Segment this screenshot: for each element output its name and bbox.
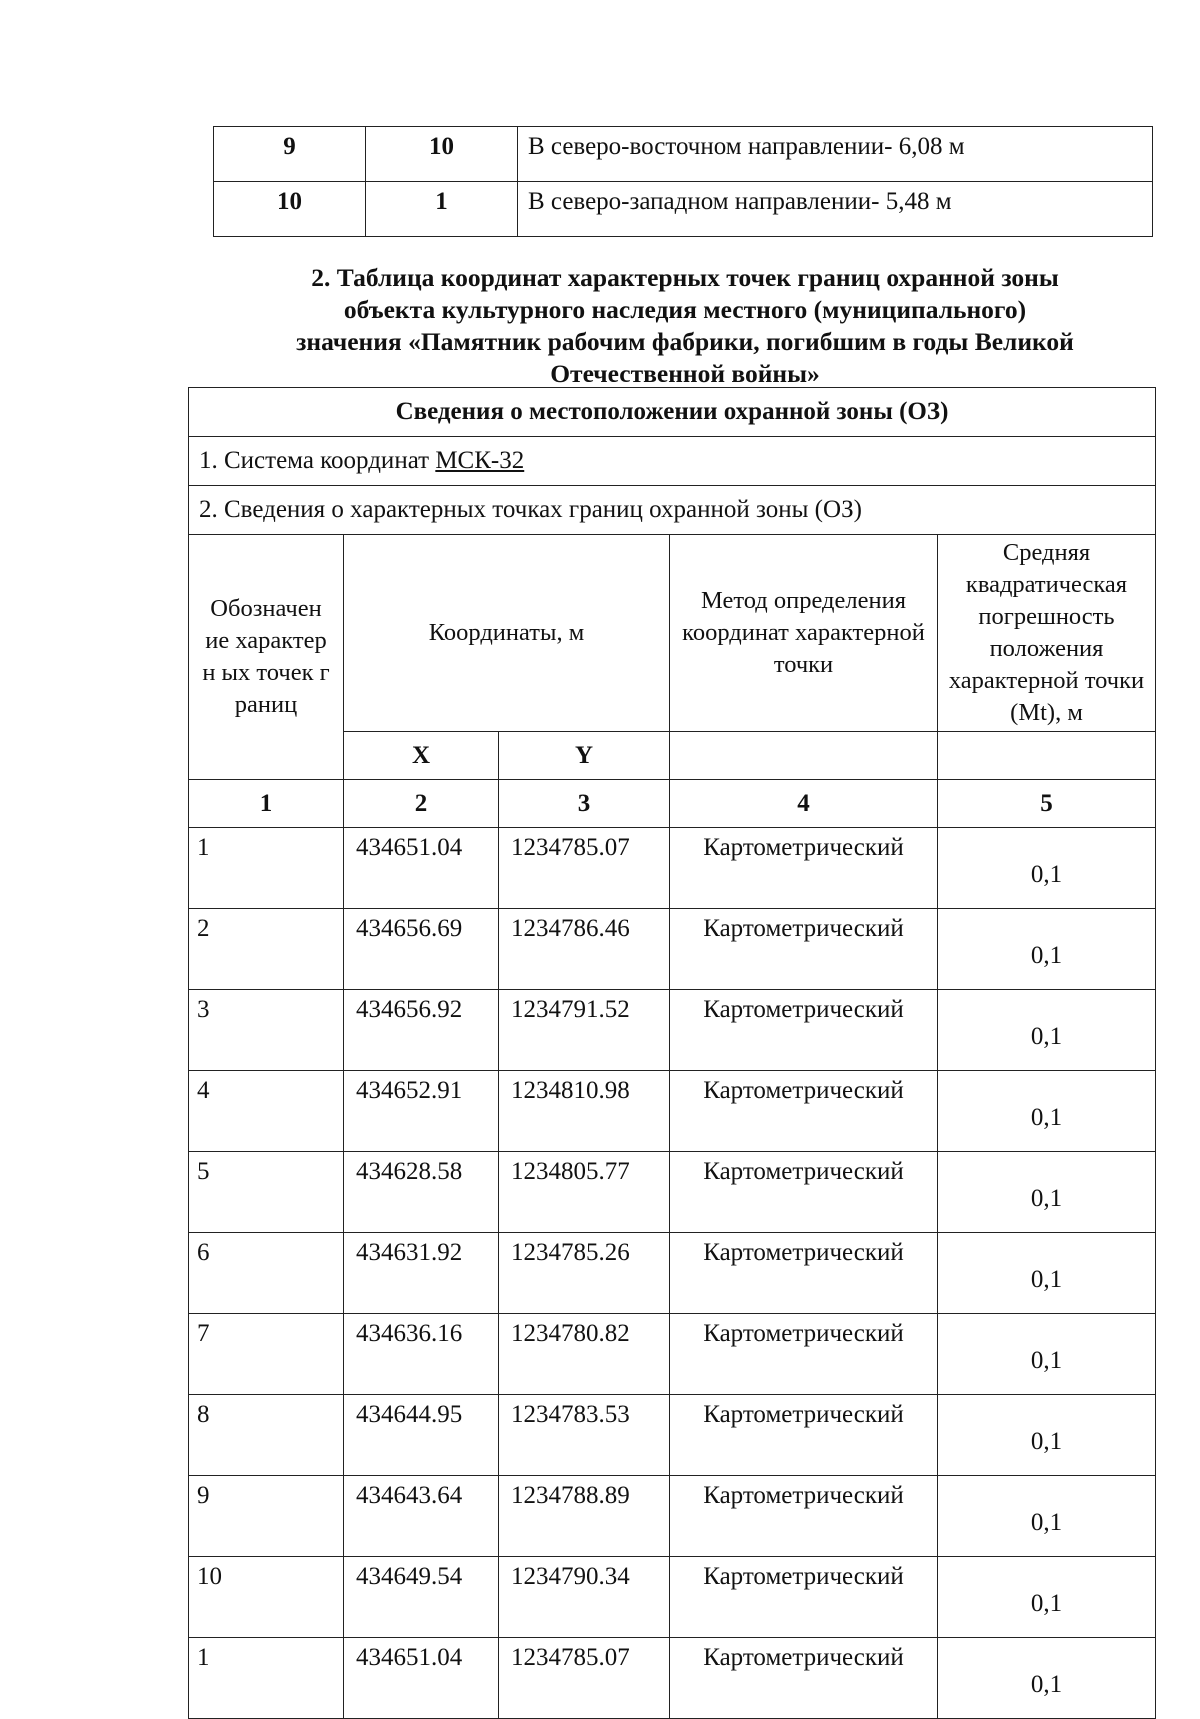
section-title: Сведения о местоположении охранной зоны (ОЗ) — [189, 388, 1156, 437]
points-info-row: 2. Сведения о характерных точках границ охранной зоны (ОЗ) — [189, 486, 1156, 535]
heading-line: Отечественной войны» — [550, 359, 820, 388]
table-row — [189, 1557, 1156, 1638]
column-number: 3 — [499, 780, 670, 828]
coordinate-y: 1234791.52 — [499, 990, 670, 1071]
method-cell: Картометрический — [670, 1557, 938, 1638]
header-y: Y — [499, 732, 670, 780]
coordinate-y: 1234780.82 — [499, 1314, 670, 1395]
point-number: 7 — [189, 1314, 344, 1395]
error-cell: 0,1 — [938, 1071, 1156, 1152]
coordinate-x: 434651.04 — [344, 1638, 499, 1719]
method-cell: Картометрический — [670, 1638, 938, 1719]
boundary-directions-body — [214, 127, 1153, 237]
header-error: Средняя квадратическая погрешность положения характерной точки (Mt), м — [938, 535, 1156, 732]
table-row — [189, 1395, 1156, 1476]
boundary-directions-table — [213, 126, 1153, 237]
table-row — [189, 1233, 1156, 1314]
coordinate-x: 434644.95 — [344, 1395, 499, 1476]
error-cell: 0,1 — [938, 990, 1156, 1071]
coordinate-x: 434656.92 — [344, 990, 499, 1071]
coordinate-x: 434628.58 — [344, 1152, 499, 1233]
point-number: 8 — [189, 1395, 344, 1476]
error-cell: 0,1 — [938, 1152, 1156, 1233]
header-coordinates: Координаты, м — [344, 535, 670, 732]
method-cell: Картометрический — [670, 990, 938, 1071]
error-cell: 0,1 — [938, 1233, 1156, 1314]
coordinate-x: 434652.91 — [344, 1071, 499, 1152]
coordinate-y: 1234785.07 — [499, 1638, 670, 1719]
header-empty-error — [938, 732, 1156, 780]
method-cell: Картометрический — [670, 1233, 938, 1314]
point-number: 3 — [189, 990, 344, 1071]
coordinate-y: 1234810.98 — [499, 1071, 670, 1152]
point-number: 6 — [189, 1233, 344, 1314]
table-row — [189, 990, 1156, 1071]
coordinate-x: 434656.69 — [344, 909, 499, 990]
header-designation-text: Обозначен ие характерн ых точек границ — [202, 595, 330, 718]
point-number: 4 — [189, 1071, 344, 1152]
coordinate-system-value: МСК-32 — [435, 447, 525, 474]
table-row — [189, 1638, 1156, 1719]
from-point: 10 — [214, 182, 366, 237]
method-cell: Картометрический — [670, 1476, 938, 1557]
header-x: X — [344, 732, 499, 780]
table-row — [189, 1476, 1156, 1557]
coordinate-system-label: 1. Система координат — [199, 447, 436, 474]
error-cell: 0,1 — [938, 1557, 1156, 1638]
error-cell: 0,1 — [938, 1638, 1156, 1719]
coordinate-y: 1234783.53 — [499, 1395, 670, 1476]
column-number: 5 — [938, 780, 1156, 828]
method-cell: Картометрический — [670, 1314, 938, 1395]
method-cell: Картометрический — [670, 1071, 938, 1152]
heading-line: значения «Памятник рабочим фабрики, погибшим в годы Великой — [296, 327, 1074, 356]
column-number: 2 — [344, 780, 499, 828]
table-row — [189, 1071, 1156, 1152]
coordinate-x: 434631.92 — [344, 1233, 499, 1314]
coordinates-table — [188, 387, 1156, 1719]
column-number: 1 — [189, 780, 344, 828]
method-cell: Картометрический — [670, 1395, 938, 1476]
header-method: Метод определения координат характерной точки — [670, 535, 938, 732]
error-cell: 0,1 — [938, 828, 1156, 909]
point-number: 9 — [189, 1476, 344, 1557]
point-number: 1 — [189, 1638, 344, 1719]
point-number: 10 — [189, 1557, 344, 1638]
from-point: 9 — [214, 127, 366, 182]
point-number: 2 — [189, 909, 344, 990]
error-cell: 0,1 — [938, 1476, 1156, 1557]
coordinate-system-row — [189, 437, 1156, 486]
to-point: 1 — [366, 182, 518, 237]
header-empty-method — [670, 732, 938, 780]
error-cell: 0,1 — [938, 1395, 1156, 1476]
heading-line: объекта культурного наследия местного (муниципального) — [343, 295, 1027, 324]
direction-row — [214, 127, 1153, 182]
coordinate-y: 1234805.77 — [499, 1152, 670, 1233]
table-row — [189, 1314, 1156, 1395]
point-number: 5 — [189, 1152, 344, 1233]
coordinate-y: 1234785.07 — [499, 828, 670, 909]
method-cell: Картометрический — [670, 909, 938, 990]
coordinate-x: 434651.04 — [344, 828, 499, 909]
table-row — [189, 828, 1156, 909]
coordinate-x: 434636.16 — [344, 1314, 499, 1395]
coordinate-y: 1234785.26 — [499, 1233, 670, 1314]
direction-row — [214, 182, 1153, 237]
coordinates-table-body — [189, 388, 1156, 1719]
coordinate-x: 434643.64 — [344, 1476, 499, 1557]
column-number: 4 — [670, 780, 938, 828]
direction-description: В северо-восточном направлении- 6,08 м — [518, 127, 1153, 182]
direction-description: В северо-западном направлении- 5,48 м — [518, 182, 1153, 237]
coordinate-y: 1234790.34 — [499, 1557, 670, 1638]
error-cell: 0,1 — [938, 1314, 1156, 1395]
coordinate-x: 434649.54 — [344, 1557, 499, 1638]
heading-line: 2. Таблица координат характерных точек границ охранной зоны — [311, 263, 1059, 292]
table-row — [189, 909, 1156, 990]
header-designation — [189, 535, 344, 780]
table-row — [189, 1152, 1156, 1233]
table-heading — [215, 262, 1155, 390]
coordinate-y: 1234788.89 — [499, 1476, 670, 1557]
error-cell: 0,1 — [938, 909, 1156, 990]
column-numbers-row — [189, 780, 1156, 828]
method-cell: Картометрический — [670, 828, 938, 909]
to-point: 10 — [366, 127, 518, 182]
point-number: 1 — [189, 828, 344, 909]
coordinate-y: 1234786.46 — [499, 909, 670, 990]
method-cell: Картометрический — [670, 1152, 938, 1233]
